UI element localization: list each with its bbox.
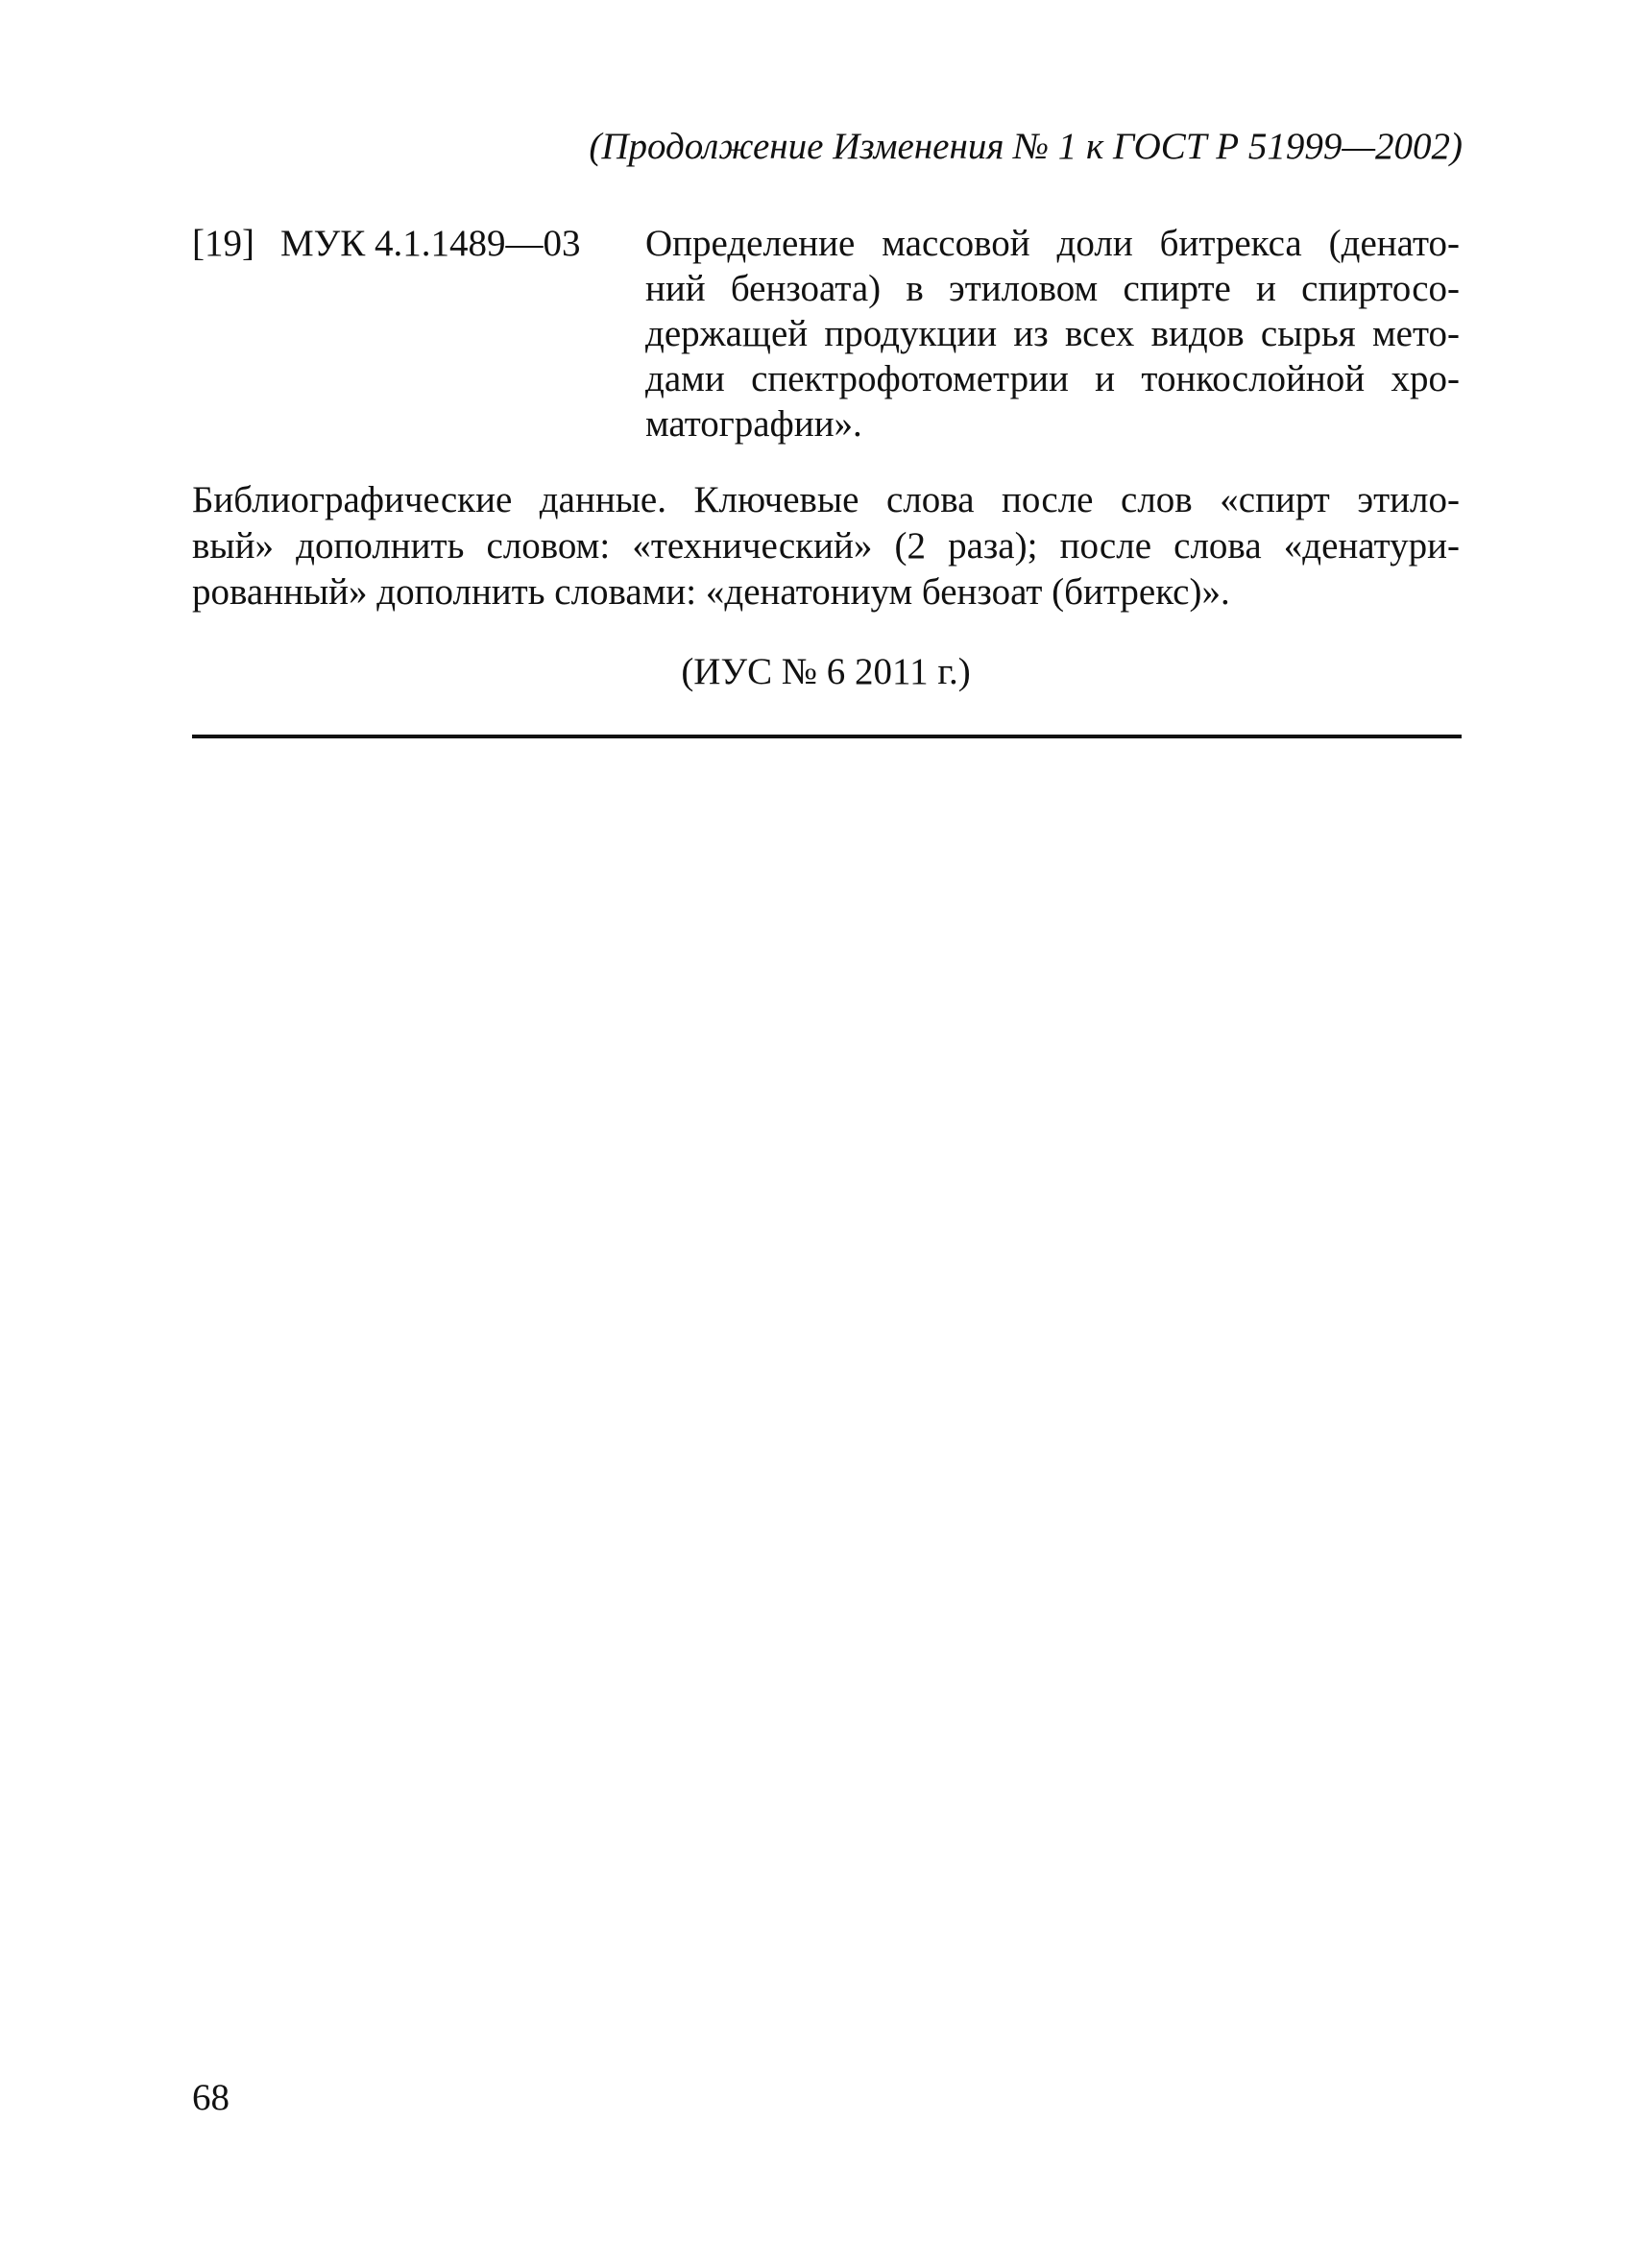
reference-title-line: держащей продукции из всех видов сырья мето- [645,313,1460,354]
page-number: 68 [192,2077,230,2118]
bibliographic-data-paragraph [192,477,1460,615]
continuation-header: (Продолжение Изменения № 1 к ГОСТ Р 51999—2002) [589,126,1463,167]
reference-number: [19] [192,223,254,264]
paragraph-line: рованный» дополнить словами: «денатониум бензоат (битрекс)». [192,571,1230,613]
reference-title-line: дами спектрофотометрии и тонкослойной хро- [645,358,1460,399]
paragraph-line: Библиографические данные. Ключевые слова после слов «спирт этило- [192,479,1460,520]
ius-reference: (ИУС № 6 2011 г.) [681,651,971,692]
reference-code: МУК 4.1.1489—03 [280,223,581,264]
reference-title-line: Определение массовой доли битрекса (денато- [645,223,1460,264]
reference-title [645,221,1460,446]
reference-title-line: матографии». [645,403,862,445]
paragraph-line: вый» дополнить словом: «технический» (2 раза); после слова «денатури- [192,525,1460,567]
reference-title-line: ний бензоата) в этиловом спирте и спиртосо- [645,268,1460,309]
horizontal-rule [192,735,1462,738]
